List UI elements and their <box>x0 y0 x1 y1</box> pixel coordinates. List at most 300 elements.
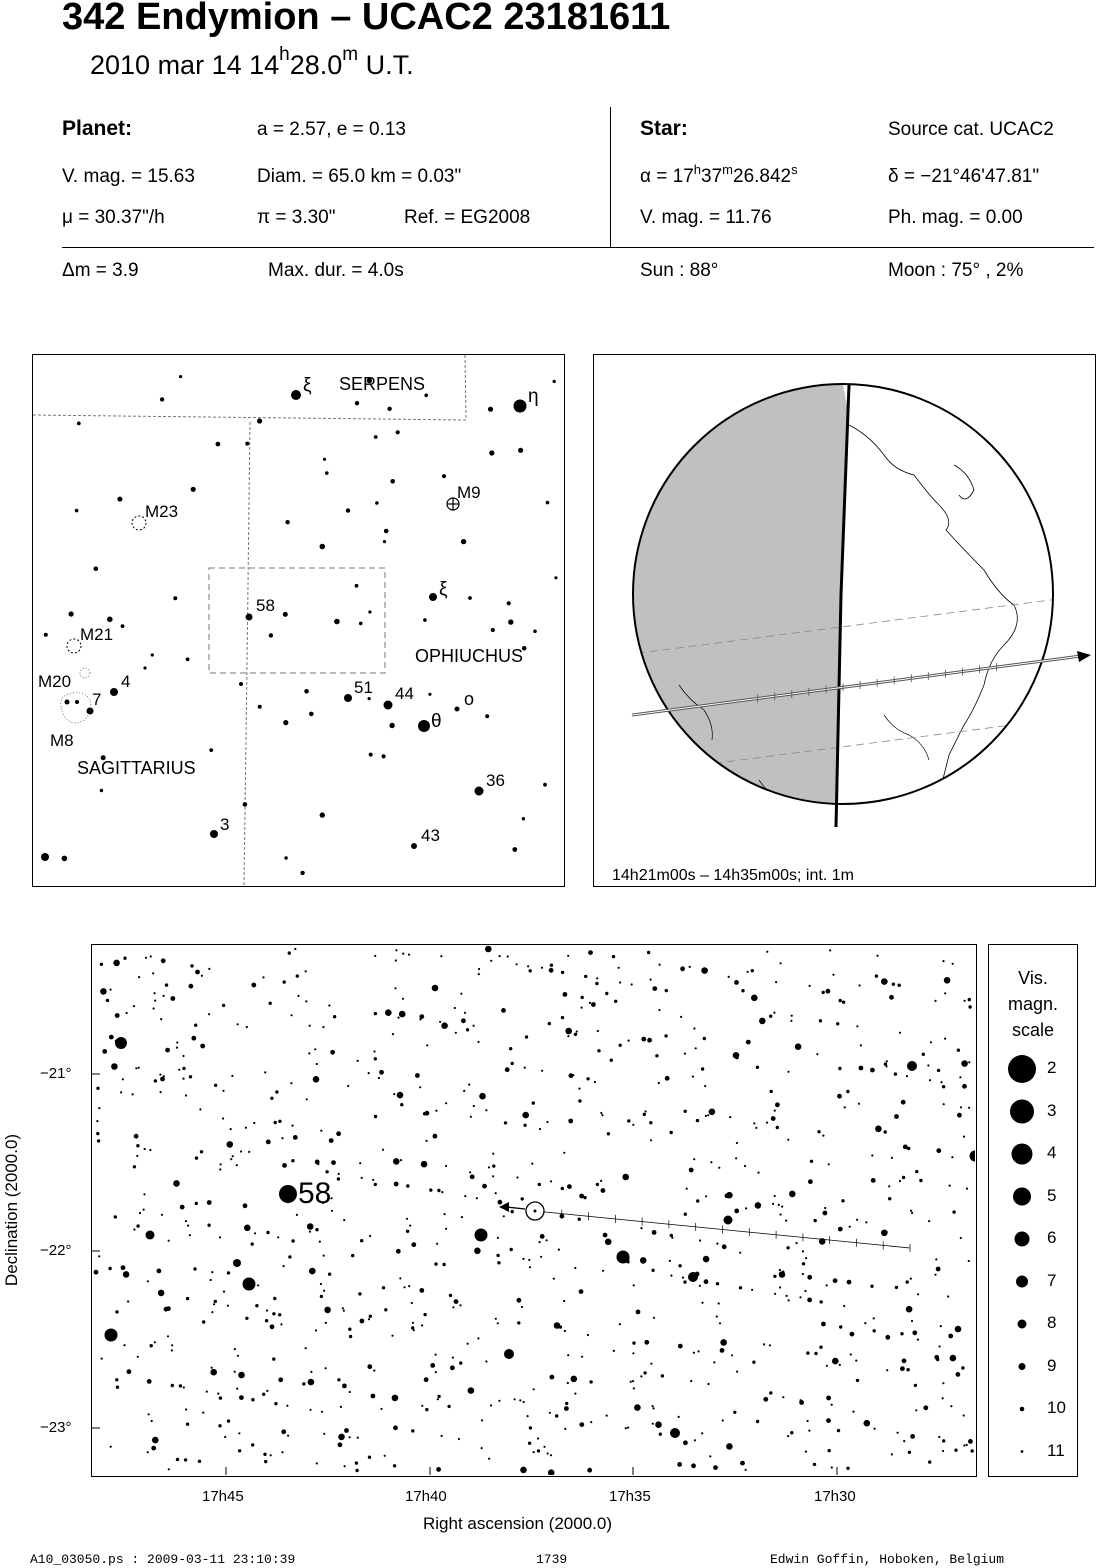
field-star <box>402 953 404 955</box>
field-star <box>741 989 744 992</box>
field-star <box>384 1455 386 1457</box>
field-star <box>288 1255 291 1258</box>
field-star <box>888 1185 890 1187</box>
field-star <box>281 1451 283 1453</box>
x-tick-label: 17h40 <box>405 1488 447 1505</box>
field-star <box>143 1209 145 1211</box>
field-star <box>736 1371 738 1373</box>
field-star <box>870 1068 875 1073</box>
field-star <box>807 1420 809 1422</box>
x-tick-label: 17h35 <box>609 1488 651 1505</box>
field-star <box>619 981 621 983</box>
field-star <box>771 1116 776 1121</box>
field-star <box>894 1114 899 1119</box>
field-star <box>734 980 739 985</box>
minute-unit: m <box>342 44 359 65</box>
field-star <box>189 1234 191 1236</box>
field-star <box>694 1439 696 1441</box>
field-star <box>349 1335 352 1338</box>
field-star <box>799 1296 801 1298</box>
field-star <box>441 1022 448 1029</box>
field-star <box>316 1063 318 1065</box>
field-star <box>703 1256 710 1263</box>
field-star <box>294 948 296 950</box>
scale-dot <box>1018 1320 1027 1329</box>
y-tick-label: −23° <box>40 1419 72 1436</box>
page-title: 342 Endymion – UCAC2 23181611 <box>62 0 671 38</box>
field-star <box>421 1405 423 1407</box>
field-star <box>239 1395 244 1400</box>
finder-star <box>346 508 350 512</box>
field-star <box>940 1081 942 1083</box>
finder-star <box>507 601 511 605</box>
field-star <box>529 969 532 972</box>
field-star <box>266 1231 269 1234</box>
field-star <box>189 1075 192 1078</box>
field-star <box>707 1114 709 1116</box>
field-star <box>915 1409 917 1411</box>
finder-star <box>320 544 326 550</box>
field-star <box>627 1119 630 1122</box>
field-star <box>805 1451 807 1453</box>
field-star <box>619 1323 621 1325</box>
field-star <box>943 1103 945 1105</box>
field-star <box>115 1040 117 1042</box>
field-star <box>540 1234 545 1239</box>
finder-star <box>368 610 371 613</box>
field-star <box>517 1321 520 1324</box>
ra-minute-unit: m <box>722 162 733 177</box>
finder-star <box>191 487 196 492</box>
field-star <box>602 1270 604 1272</box>
field-star <box>98 1107 100 1109</box>
field-star <box>875 1126 882 1133</box>
field-star <box>968 998 971 1001</box>
field-star <box>328 1273 331 1276</box>
field-star <box>677 1462 682 1467</box>
field-star <box>349 1436 351 1438</box>
field-star <box>817 1130 820 1133</box>
field-star <box>752 1361 755 1364</box>
field-star <box>305 1000 307 1002</box>
field-star <box>382 1286 385 1289</box>
field-star <box>625 1427 627 1429</box>
field-star <box>755 1127 757 1129</box>
field-star <box>610 1059 613 1062</box>
field-star <box>171 1344 173 1346</box>
field-star <box>856 1025 858 1027</box>
field-star <box>152 972 154 974</box>
field-star <box>307 1223 314 1230</box>
field-star <box>340 1406 342 1408</box>
field-star <box>227 1305 229 1307</box>
field-star <box>309 1231 311 1233</box>
field-star <box>847 1280 852 1285</box>
field-star <box>898 984 901 987</box>
field-star <box>136 1155 138 1157</box>
field-star <box>498 1200 503 1205</box>
finder-star <box>491 628 495 632</box>
field-star <box>290 1082 292 1084</box>
field-star <box>590 1421 592 1423</box>
field-star <box>781 1206 783 1208</box>
field-star <box>960 1106 962 1108</box>
field-star <box>266 1390 268 1392</box>
field-star <box>870 1285 873 1288</box>
field-star <box>467 1343 469 1345</box>
field-star <box>527 1415 529 1417</box>
field-star <box>894 1072 897 1075</box>
field-star <box>899 1180 901 1182</box>
field-star <box>288 951 291 954</box>
field-star <box>709 1455 711 1457</box>
field-star <box>115 1037 127 1049</box>
finder-star <box>257 418 262 423</box>
field-star <box>538 1183 541 1186</box>
scale-dot <box>1015 1232 1030 1247</box>
field-star <box>561 971 564 974</box>
field-star <box>160 1091 162 1093</box>
field-star <box>606 1415 608 1417</box>
field-star <box>251 1398 254 1401</box>
field-star <box>369 1235 371 1237</box>
star-chart <box>91 944 977 1477</box>
field-star <box>917 1339 919 1341</box>
field-star <box>891 1157 893 1159</box>
field-star <box>846 1467 849 1470</box>
field-star <box>919 1179 922 1182</box>
serpens-label: SERPENS <box>339 374 426 394</box>
field-star <box>282 1163 287 1168</box>
field-star <box>503 1215 505 1217</box>
field-star <box>619 1044 622 1047</box>
header-divider <box>610 107 611 247</box>
field-star <box>441 1191 443 1193</box>
field-star <box>394 987 396 989</box>
star-ra-hours: α = 17 <box>640 166 694 187</box>
field-star <box>670 1131 673 1134</box>
scale-magnitude-label: 6 <box>1047 1228 1057 1247</box>
field-star <box>314 1048 316 1050</box>
field-star <box>517 1298 522 1303</box>
field-star <box>713 1465 718 1470</box>
field-star <box>522 1112 529 1119</box>
field-star <box>939 1345 941 1347</box>
field-star <box>670 1428 680 1438</box>
field-star <box>430 1363 435 1368</box>
field-star <box>659 964 661 966</box>
field-star <box>189 984 194 989</box>
finder-star <box>522 817 525 820</box>
field-star <box>521 1197 524 1200</box>
field-star <box>100 963 103 966</box>
field-star <box>220 1163 222 1165</box>
field-star <box>342 1384 347 1389</box>
field-star <box>846 1090 849 1093</box>
field-star <box>109 989 111 991</box>
field-star <box>435 1110 437 1112</box>
field-star <box>173 1180 180 1187</box>
field-star <box>435 1354 437 1356</box>
m8-label: M8 <box>50 731 74 750</box>
field-star <box>820 1300 823 1303</box>
finder-star <box>368 697 371 700</box>
field-star <box>755 1202 762 1209</box>
field-star <box>549 968 554 973</box>
field-star <box>934 1355 939 1360</box>
scale-title-line3: scale <box>1011 1020 1055 1040</box>
field-star <box>739 1252 741 1254</box>
field-star <box>411 1429 414 1432</box>
field-star <box>296 1214 298 1216</box>
finder-star <box>553 380 556 383</box>
field-star <box>227 1271 230 1274</box>
field-star <box>320 1283 322 1285</box>
field-star <box>574 1393 576 1395</box>
planet-orbit: a = 2.57, e = 0.13 <box>257 119 406 140</box>
field-star <box>167 1335 169 1337</box>
time-system: U.T. <box>358 50 414 80</box>
field-star <box>643 1371 646 1374</box>
field-star <box>808 1430 810 1432</box>
field-star <box>411 1242 416 1247</box>
field-star <box>238 1372 245 1379</box>
field-star <box>133 1165 136 1168</box>
field-star <box>123 957 126 960</box>
field-star <box>178 1069 180 1071</box>
field-star <box>917 1293 919 1295</box>
field-star <box>154 1341 156 1343</box>
field-star <box>915 1170 918 1173</box>
field-star <box>101 1358 103 1360</box>
field-star <box>492 1175 494 1177</box>
xi-ophiuchi-label: ξ <box>439 579 448 600</box>
field-star <box>651 1269 654 1272</box>
field-star <box>154 1000 156 1002</box>
field-star <box>315 1329 317 1331</box>
field-star <box>579 1289 584 1294</box>
field-star <box>579 1422 584 1427</box>
field-star <box>219 1236 221 1238</box>
field-star <box>950 1405 952 1407</box>
field-star <box>202 1412 204 1414</box>
field-star <box>964 1000 966 1002</box>
field-star <box>829 949 831 951</box>
field-star <box>452 1306 454 1308</box>
field-star <box>516 1176 518 1178</box>
star-58 <box>279 1185 297 1203</box>
star-chart-svg <box>92 945 975 1475</box>
star-3-label: 3 <box>220 815 230 834</box>
planet-vmag: V. mag. = 15.63 <box>62 166 195 187</box>
field-star <box>351 1254 354 1257</box>
field-star <box>447 1405 450 1408</box>
field-star <box>237 1355 239 1357</box>
field-star <box>476 1197 478 1199</box>
field-star <box>171 1384 174 1387</box>
finder-star <box>291 390 301 400</box>
field-star <box>543 1446 545 1448</box>
field-star <box>680 966 685 971</box>
field-star <box>634 1404 641 1411</box>
field-star <box>154 1079 157 1082</box>
moon-info: Moon : 75° , 2% <box>888 260 1024 281</box>
field-star <box>183 1386 185 1388</box>
field-star <box>910 1210 912 1212</box>
field-star <box>899 1032 901 1034</box>
field-star <box>739 1286 742 1289</box>
field-star <box>338 1442 343 1447</box>
field-star <box>850 1353 852 1355</box>
field-star <box>772 1203 774 1205</box>
field-star <box>631 983 633 985</box>
field-star <box>968 1061 970 1063</box>
finder-stars <box>41 375 558 875</box>
field-star <box>831 1466 833 1468</box>
field-star <box>947 1295 949 1297</box>
field-star <box>481 1447 483 1449</box>
finder-star <box>245 442 249 446</box>
field-star <box>477 1041 479 1043</box>
theta-label: θ <box>431 711 442 732</box>
field-star <box>647 1038 652 1043</box>
finder-star <box>533 630 537 634</box>
field-star <box>402 998 404 1000</box>
field-star <box>906 1075 908 1077</box>
field-star <box>248 1151 250 1153</box>
field-star <box>589 1380 592 1383</box>
field-star <box>238 1432 240 1434</box>
field-star <box>704 1279 709 1284</box>
field-star <box>116 1386 119 1389</box>
field-star <box>368 1072 370 1074</box>
field-star <box>320 1295 323 1298</box>
field-star <box>419 1288 424 1293</box>
event-minutes: 28.0 <box>289 50 343 80</box>
field-star <box>902 1176 905 1179</box>
field-star <box>238 1449 241 1452</box>
field-star <box>368 1318 370 1320</box>
field-star <box>596 1183 599 1186</box>
field-star <box>773 1012 775 1014</box>
field-star <box>553 1278 555 1280</box>
field-star <box>403 1286 405 1288</box>
field-star <box>328 1004 330 1006</box>
field-star <box>529 1266 531 1268</box>
field-star <box>695 1272 700 1277</box>
field-star <box>246 1026 248 1028</box>
field-star <box>605 992 608 995</box>
field-star <box>555 1414 558 1417</box>
field-star <box>961 1366 964 1369</box>
finder-star <box>546 501 550 505</box>
field-star <box>485 1109 487 1111</box>
field-star <box>473 1105 475 1107</box>
field-star <box>574 1267 576 1269</box>
field-star <box>564 1428 566 1430</box>
finder-star <box>369 753 373 757</box>
ophiuchus-label: OPHIUCHUS <box>415 646 524 666</box>
field-star <box>185 1408 187 1410</box>
finder-chart-svg <box>33 355 563 885</box>
field-star <box>411 1302 413 1304</box>
field-star <box>455 1032 457 1034</box>
field-star <box>200 1044 205 1049</box>
field-star <box>787 1139 789 1141</box>
finder-star <box>455 707 460 712</box>
field-star <box>361 1177 363 1179</box>
field-star <box>344 1428 349 1433</box>
field-star <box>219 1168 221 1170</box>
star-36-label: 36 <box>486 771 505 790</box>
finder-star <box>423 618 427 622</box>
field-star <box>102 1049 107 1054</box>
magnitude-scale <box>988 944 1078 1477</box>
ra-hour-unit: h <box>693 162 702 177</box>
field-star <box>888 1197 891 1200</box>
field-star <box>561 1187 564 1190</box>
field-star <box>782 1396 784 1398</box>
field-star <box>968 1005 971 1008</box>
field-star <box>860 1044 862 1046</box>
field-star <box>436 1243 438 1245</box>
field-star <box>123 1271 130 1278</box>
field-star <box>769 1391 772 1394</box>
field-star <box>855 1360 857 1362</box>
field-star <box>865 1221 867 1223</box>
field-star <box>309 1409 311 1411</box>
field-star <box>207 1224 210 1227</box>
field-star <box>962 1084 967 1089</box>
field-star <box>567 1354 569 1356</box>
field-star <box>690 1380 692 1382</box>
scale-dot <box>1013 1188 1031 1206</box>
field-star <box>264 1460 267 1463</box>
field-star <box>763 1397 768 1402</box>
field-star <box>236 1164 238 1166</box>
field-star <box>251 1242 254 1245</box>
field-star <box>692 1076 694 1078</box>
scale-symbols <box>989 945 1077 1475</box>
field-star <box>337 1177 340 1180</box>
field-star <box>528 1442 531 1445</box>
field-star <box>837 1429 840 1432</box>
field-star <box>937 1069 940 1072</box>
field-star <box>864 1420 871 1427</box>
field-star <box>323 1255 325 1257</box>
field-star <box>791 1015 793 1017</box>
field-star <box>671 1237 673 1239</box>
field-star <box>540 1256 542 1258</box>
field-star <box>262 976 264 978</box>
field-star <box>539 1241 541 1243</box>
field-star <box>499 955 501 957</box>
field-star <box>369 1315 372 1318</box>
field-star <box>153 992 155 994</box>
field-star <box>832 974 834 976</box>
field-star <box>374 1115 377 1118</box>
field-star <box>477 1337 479 1339</box>
field-star <box>281 1429 286 1434</box>
planet-pi: π = 3.30" <box>257 207 336 228</box>
field-star <box>942 960 944 962</box>
planet-diam: Diam. = 65.0 km = 0.03" <box>257 166 462 187</box>
field-star <box>511 1062 514 1065</box>
field-star <box>948 1334 953 1339</box>
field-star <box>884 1062 887 1065</box>
field-star <box>831 1404 833 1406</box>
field-star <box>470 1174 475 1179</box>
